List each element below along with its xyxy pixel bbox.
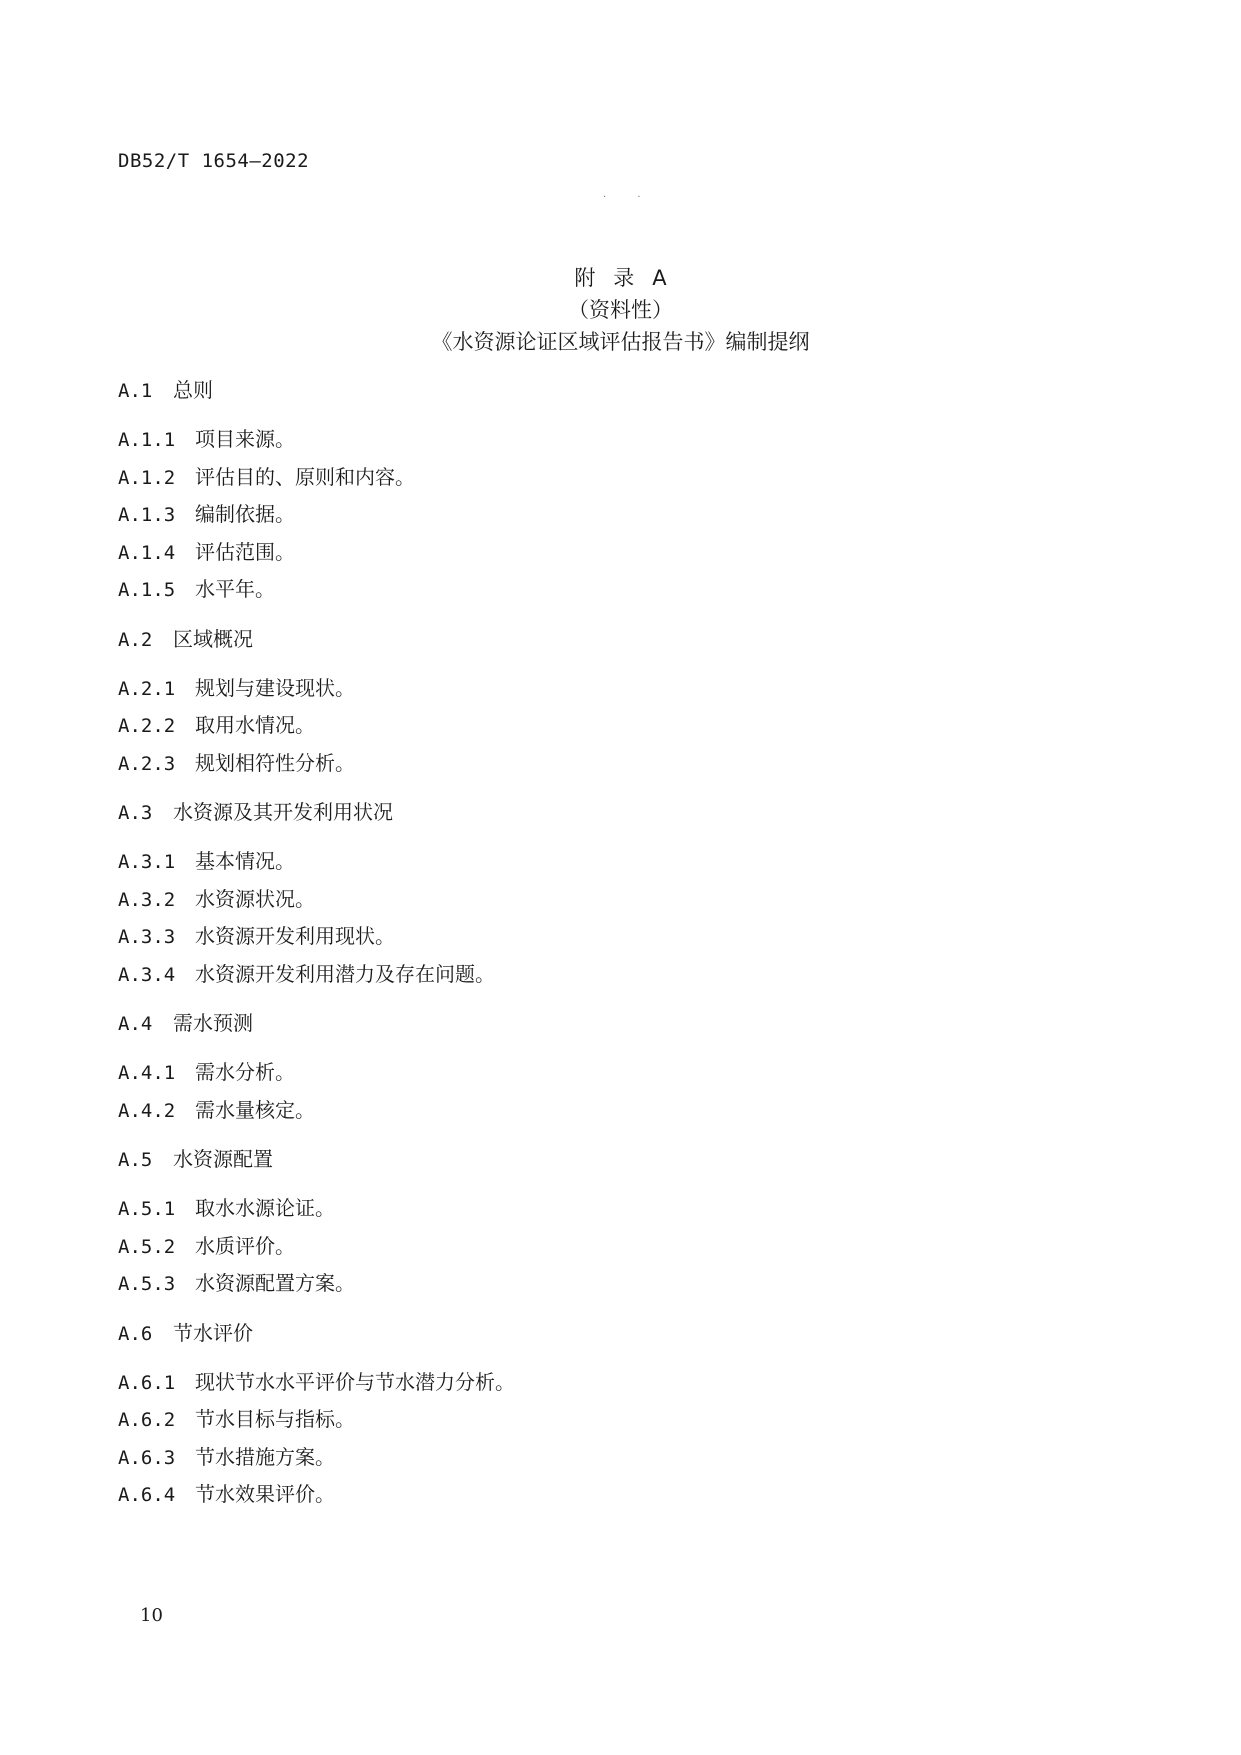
outline-item [118, 496, 1118, 534]
item-number: A.2.1 [118, 677, 176, 700]
appendix-title-block [0, 262, 1241, 358]
appendix-label: 附录A [574, 266, 685, 290]
item-text: 水资源开发利用潜力及存在问题。 [195, 961, 495, 986]
item-number: A.6.4 [118, 1484, 176, 1506]
section-number: A.3 [118, 802, 153, 824]
item-number: A.3.2 [118, 888, 176, 911]
section-heading [118, 1142, 1118, 1176]
section-heading [118, 622, 1118, 656]
section-a5 [118, 1142, 1118, 1303]
outline-item [118, 571, 1118, 609]
item-text: 水质评价。 [195, 1233, 295, 1258]
section-a3 [118, 795, 1118, 993]
section-title: 水资源及其开发利用状况 [173, 800, 393, 824]
section-number: A.5 [118, 1149, 153, 1171]
section-a6 [118, 1316, 1118, 1514]
item-text: 规划相符性分析。 [195, 750, 355, 775]
outline-item [118, 1364, 1118, 1402]
outline-item [118, 1228, 1118, 1266]
outline-item [118, 421, 1118, 459]
item-text: 评估目的、原则和内容。 [195, 464, 415, 489]
outline-item [118, 1190, 1118, 1228]
item-text: 评估范围。 [195, 539, 295, 564]
item-number: A.5.1 [118, 1198, 176, 1220]
item-number: A.4.2 [118, 1099, 176, 1122]
item-text: 基本情况。 [195, 849, 295, 873]
section-title: 总则 [173, 378, 213, 402]
item-number: A.5.2 [118, 1235, 176, 1258]
outline-content [118, 373, 1118, 1514]
appendix-nature: （资料性） [568, 298, 673, 322]
item-text: 项目来源。 [195, 427, 295, 451]
outline-item [118, 670, 1118, 708]
item-number: A.3.1 [118, 851, 176, 873]
outline-item [118, 1092, 1118, 1130]
appendix-name: 《水资源论证区域评估报告书》编制提纲 [431, 330, 810, 354]
section-a4 [118, 1006, 1118, 1129]
outline-item [118, 1439, 1118, 1477]
outline-item [118, 459, 1118, 497]
outline-item [118, 707, 1118, 745]
item-number: A.3.3 [118, 926, 176, 948]
outline-item [118, 1265, 1118, 1303]
section-number: A.4 [118, 1013, 153, 1035]
item-number: A.2.3 [118, 752, 176, 775]
item-number: A.1.4 [118, 541, 176, 564]
outline-item [118, 881, 1118, 919]
item-number: A.3.4 [118, 963, 176, 986]
section-a2 [118, 622, 1118, 783]
page-number: 10 [140, 1605, 163, 1626]
item-number: A.5.3 [118, 1273, 176, 1295]
item-text: 取用水情况。 [195, 713, 315, 737]
item-number: A.6.1 [118, 1371, 176, 1394]
item-text: 取水水源论证。 [195, 1196, 335, 1220]
section-title: 需水预测 [173, 1011, 253, 1035]
section-a1 [118, 373, 1118, 609]
outline-item [118, 956, 1118, 994]
item-text: 水资源状况。 [195, 886, 315, 911]
outline-item [118, 1476, 1118, 1514]
item-number: A.6.2 [118, 1409, 176, 1431]
item-text: 水资源开发利用现状。 [195, 924, 395, 948]
section-number: A.2 [118, 628, 153, 651]
item-number: A.6.3 [118, 1446, 176, 1469]
section-heading [118, 373, 1118, 407]
item-text: 节水措施方案。 [195, 1444, 335, 1469]
outline-item [118, 1054, 1118, 1092]
item-text: 水平年。 [195, 577, 275, 601]
section-title: 水资源配置 [173, 1147, 273, 1171]
item-text: 规划与建设现状。 [195, 675, 355, 700]
section-title: 区域概况 [173, 626, 253, 651]
outline-item [118, 843, 1118, 881]
item-text: 编制依据。 [195, 502, 295, 526]
item-text: 水资源配置方案。 [195, 1271, 355, 1295]
outline-item [118, 745, 1118, 783]
item-text: 需水量核定。 [195, 1097, 315, 1122]
section-heading [118, 1316, 1118, 1350]
item-number: A.1.2 [118, 466, 176, 489]
outline-item [118, 1401, 1118, 1439]
section-title: 节水评价 [173, 1320, 253, 1345]
item-text: 节水效果评价。 [195, 1482, 335, 1506]
item-text: 节水目标与指标。 [195, 1407, 355, 1431]
decorative-dots: · · [603, 192, 655, 203]
item-text: 现状节水水平评价与节水潜力分析。 [195, 1369, 515, 1394]
item-number: A.4.1 [118, 1062, 176, 1084]
item-number: A.1.3 [118, 504, 176, 526]
item-number: A.1.5 [118, 579, 176, 601]
standard-code: DB52/T 1654—2022 [118, 150, 310, 172]
section-heading [118, 795, 1118, 829]
section-number: A.1 [118, 380, 153, 402]
outline-item [118, 918, 1118, 956]
section-heading [118, 1006, 1118, 1040]
section-number: A.6 [118, 1322, 153, 1345]
item-text: 需水分析。 [195, 1060, 295, 1084]
outline-item [118, 534, 1118, 572]
item-number: A.1.1 [118, 429, 176, 451]
item-number: A.2.2 [118, 715, 176, 737]
